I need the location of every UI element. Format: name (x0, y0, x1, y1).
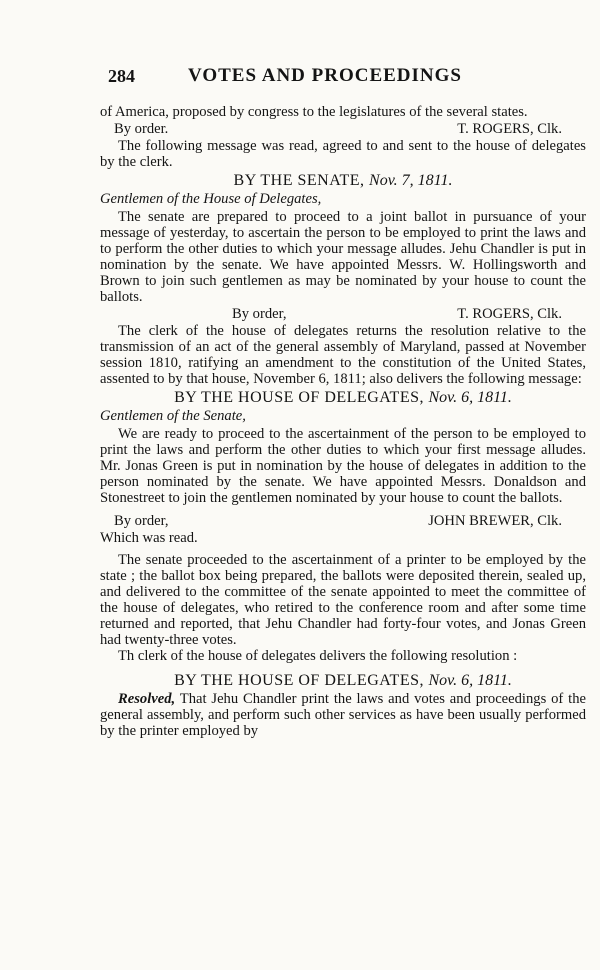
heading-date: Nov. 6, 1811. (428, 389, 512, 406)
resolved-lead: Resolved, (118, 691, 176, 707)
signature-order: By order, (232, 306, 287, 322)
note-read: Which was read. (100, 530, 198, 546)
signature-line (100, 121, 586, 137)
paragraph: Th clerk of the house of delegates delivers the following resolution : (118, 648, 518, 664)
signature-line (100, 513, 586, 529)
running-title: VOTES AND PROCEEDINGS (187, 65, 462, 86)
paragraph: The senate proceeded to the ascertainment of a printer to be employed by the state ; the ballot box being prepared, the ballots were deposited therein, sealed up, and delivered to the committee of the senate appointed to meet the committee of the house of delegates, who retired to the conference room and after some time returned and reported, that Jehu Chandler had forty-four votes, and Jonas Green had twenty-three votes. (100, 552, 586, 648)
signature-clerk: T. ROGERS, Clk. (457, 306, 562, 322)
salutation: Gentlemen of the House of Delegates, (100, 191, 322, 207)
salutation: Gentlemen of the Senate, (100, 408, 246, 424)
heading-date: Nov. 7, 1811. (369, 172, 453, 189)
page-number: 284 (108, 66, 135, 86)
heading-sender: BY THE HOUSE OF DELEGATES, (174, 672, 424, 689)
heading-sender: BY THE SENATE, (233, 172, 365, 189)
heading-sender: BY THE HOUSE OF DELEGATES, (174, 389, 424, 406)
resolution-body (100, 691, 586, 739)
heading-date: Nov. 6, 1811. (428, 672, 512, 689)
message-heading (100, 390, 586, 406)
signature-order: By order, (114, 513, 169, 529)
page-body (100, 104, 586, 739)
message-heading (100, 173, 586, 189)
signature-clerk: T. ROGERS, Clk. (457, 121, 562, 137)
page-header (0, 66, 600, 88)
message-body: We are ready to proceed to the ascertainment of the person to be employed to print the laws and perform the other duties to which your first message alludes. Mr. Jonas Green is put in nomination by the house of delegates in addition to the person nominated by the senate. We have appointed Messrs. Donaldson and Stonestreet to join the gentlemen nominated by your house to count the ballots. (100, 426, 586, 506)
signature-line (100, 306, 586, 322)
continuation-paragraph: of America, proposed by congress to the legislatures of the several states. (100, 104, 528, 120)
paragraph: The clerk of the house of delegates returns the resolution relative to the transmission of an act of the general assembly of Maryland, passed at November session 1810, ratifying an amendment to the constitution of the United States, assented to by that house, November 6, 1811; also delivers the following message: (100, 323, 586, 387)
resolution-text: That Jehu Chandler print the laws and votes and proceedings of the general assembly, and perform such other services as have been usually performed by the printer employed by (100, 691, 586, 739)
message-body: The senate are prepared to proceed to a joint ballot in pursuance of your message of yesterday, to ascertain the person to be employed to print the laws and to perform the other duties to which your message alludes. Jehu Chandler is put in nomination by the senate. We have appointed Messrs. W. Hollingsworth and Brown to join such gentlemen as may be nominated by your house to count the ballots. (100, 209, 586, 305)
paragraph: The following message was read, agreed to and sent to the house of delegates by the clerk. (100, 138, 586, 170)
signature-order: By order. (114, 121, 169, 137)
signature-clerk: JOHN BREWER, Clk. (428, 513, 562, 529)
resolution-heading (100, 673, 586, 689)
